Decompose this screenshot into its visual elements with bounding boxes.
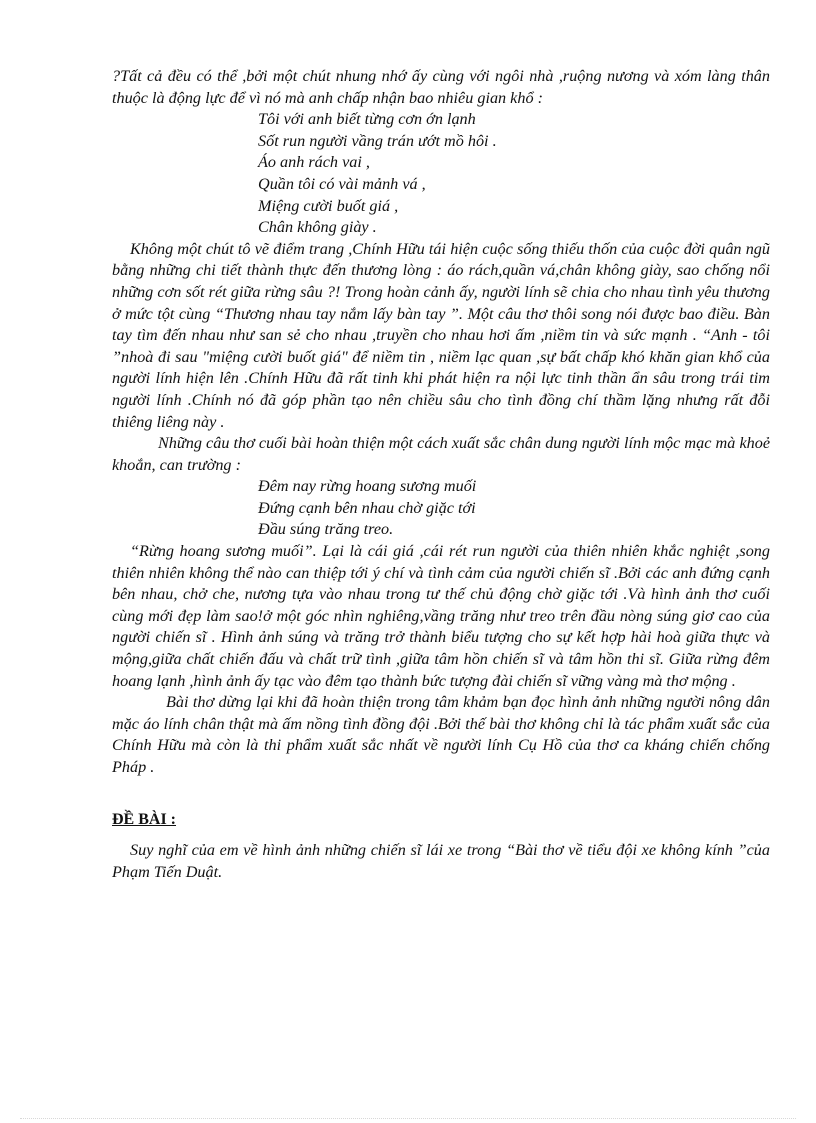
poem-line: Tôi với anh biết từng cơn ớn lạnh xyxy=(258,110,476,129)
poem-excerpt-1 xyxy=(112,109,770,239)
poem-line: Miệng cười buốt giá , xyxy=(258,196,399,215)
poem-line: Sốt run người vầng trán ướt mồ hôi . xyxy=(258,131,497,150)
paragraph-analysis-3: “Rừng hoang sương muối”. Lại là cái giá ,cái rét run người của thiên nhiên khắc nghiệt ,song thiên nhiên không thể nào can thiệp tới ý chí và tình cảm của người chiến sĩ .Bởi các anh đứng cạnh bên nhau, chở che, nương tựa vào nhau trong tư thế chủ động chờ giặc tới .Và hình ảnh thơ cuối cùng mới đẹp làm sao!ở một góc nhìn nghiêng,vầng trăng như treo trên đầu nòng súng giơ cao của người chiến sĩ . Hình ảnh súng và trăng trở thành biểu tượng cho sự kết hợp hài hoà giữa thực và mộng,giữa chất chiến đấu và chất trữ tình ,giữa tâm hồn chiến sĩ và tâm hồn thi sĩ. Giữa rừng đêm hoang lạnh ,hình ảnh ấy tạc vào đêm tạo thành bức tượng đài chiến sĩ vững vàng mà thơ mộng . xyxy=(112,542,770,690)
paragraph-analysis-1: Không một chút tô vẽ điểm trang ,Chính Hữu tái hiện cuộc sống thiếu thốn của cuộc đời quân ngũ bằng những chi tiết thành thực đến thương lòng : áo rách,quần vá,chân không giày, sao chống nổi những cơn sốt rét giữa rừng sâu ?! Trong hoàn cảnh ấy, người lính sẽ chia cho nhau tình yêu thương ở mức tột cùng “Thương nhau tay nắm lấy bàn tay ”. Một câu thơ thôi song nói được bao điều. Bàn tay tìm đến nhau như san sẻ cho nhau ,truyền cho nhau hơi ấm ,niềm tin và sức mạnh . “Anh - tôi ”nhoà đi sau "miệng cười buốt giá" để niềm tin , niềm lạc quan ,sự bất chấp khó khăn gian khổ của người lính hiện lên .Chính Hữu đã rất tinh khi phát hiện ra nội lực tinh thần ẩn sâu trong trái tim người lính .Chính nó đã góp phần tạo nên chiều sâu cho tình đồng chí thầm lặng nhưng rất đỗi thiêng liêng này . xyxy=(112,239,770,431)
paragraph-conclusion: Bài thơ dừng lại khi đã hoàn thiện trong tâm khảm bạn đọc hình ảnh những người nông dân mặc áo lính chân thật mà ấm nồng tình đồng đội .Bởi thế bài thơ không chỉ là tác phẩm xuất sắc của Chính Hữu mà còn là thi phẩm xuất sắc nhất về người lính Cụ Hồ của thơ ca kháng chiến chống Pháp . xyxy=(112,693,770,776)
poem-line: Đứng cạnh bên nhau chờ giặc tới xyxy=(258,498,476,517)
document-page xyxy=(112,66,770,883)
assignment-prompt: Suy nghĩ của em về hình ảnh những chiến sĩ lái xe trong “Bài thơ về tiểu đội xe không kính ”của Phạm Tiến Duật. xyxy=(112,841,770,881)
poem-excerpt-2 xyxy=(112,476,770,541)
paragraph-intro: ?Tất cả đều có thể ,bởi một chút nhung nhớ ấy cùng với ngôi nhà ,ruộng nương và xóm làng thân thuộc là động lực để vì nó mà anh chấp nhận bao nhiêu gian khổ : xyxy=(112,67,770,107)
poem-line: Chân không giày . xyxy=(258,218,377,237)
poem-line: Đêm nay rừng hoang sương muối xyxy=(258,477,477,496)
poem-line: Đầu súng trăng treo. xyxy=(258,520,394,539)
poem-line: Áo anh rách vai , xyxy=(258,153,370,172)
page-bottom-divider xyxy=(20,1118,796,1119)
section-heading: ĐỀ BÀI : xyxy=(112,810,177,828)
poem-line: Quần tôi có vài mảnh vá , xyxy=(258,174,426,193)
paragraph-analysis-2: Những câu thơ cuối bài hoàn thiện một cách xuất sắc chân dung người lính mộc mạc mà khoẻ khoắn, can trường : xyxy=(112,434,770,474)
